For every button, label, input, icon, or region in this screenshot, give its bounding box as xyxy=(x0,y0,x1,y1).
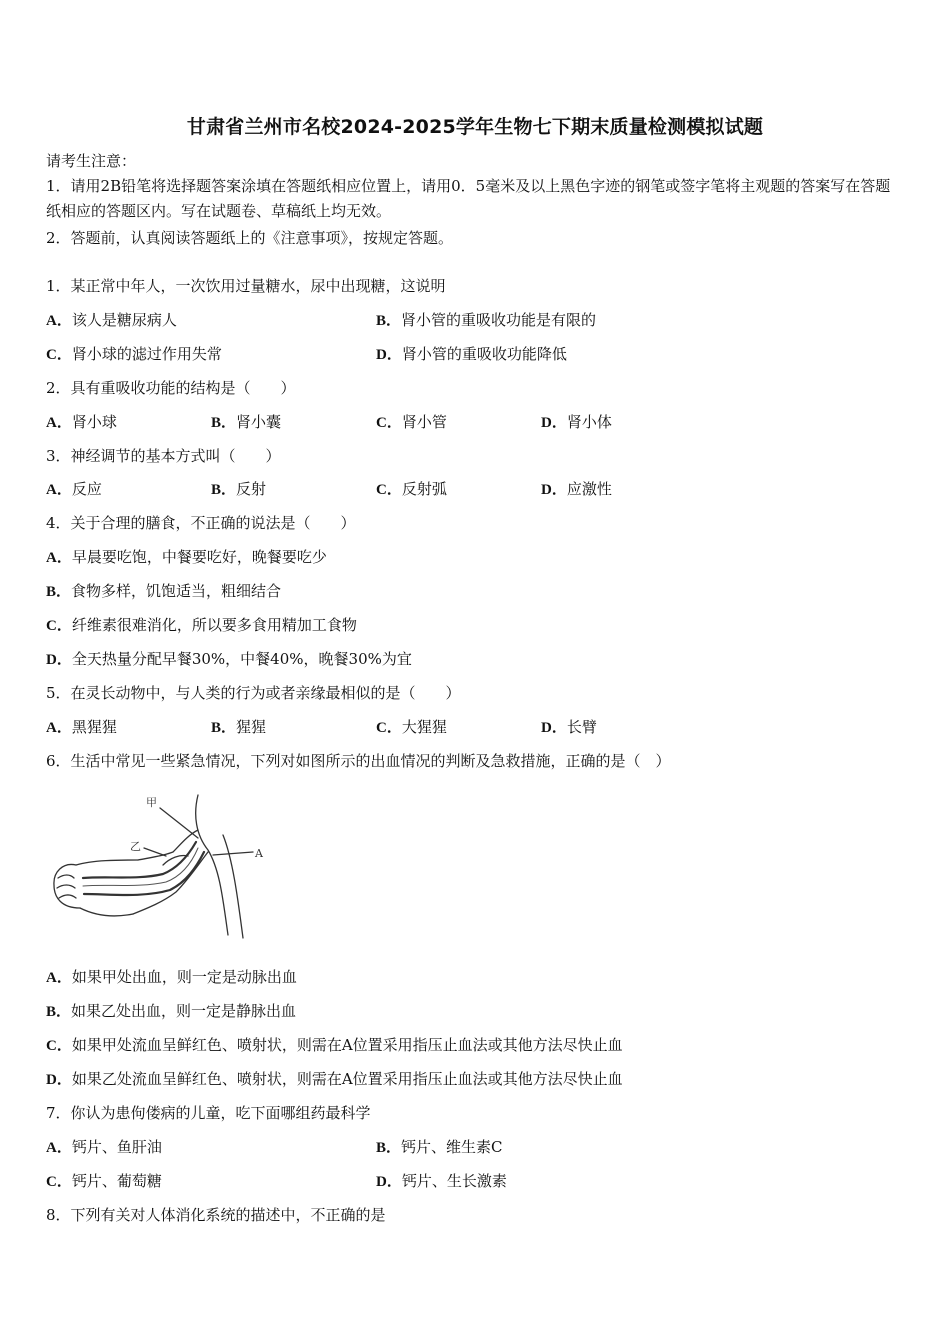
question-6-stem: 6．生活中常见一些紧急情况，下列对如图所示的出血情况的判断及急救措施，正确的是（ ） xyxy=(46,752,671,770)
question-1-stem: 1．某正常中年人，一次饮用过量糖水，尿中出现糖，这说明 xyxy=(46,277,446,295)
notice-item-2: 2．答题前，认真阅读答题纸上的《注意事项》，按规定答题。 xyxy=(46,229,454,247)
arm-bleeding-diagram xyxy=(48,790,268,940)
figure-label-a: A xyxy=(255,847,263,860)
q4-option-b[interactable]: B．食物多样，饥饱适当，粗细结合 xyxy=(46,582,282,600)
q2-option-d[interactable]: D．肾小体 xyxy=(541,413,612,431)
q7-option-a[interactable]: A．钙片、鱼肝油 xyxy=(46,1138,162,1156)
notice-heading: 请考生注意： xyxy=(46,152,137,170)
q5-option-a[interactable]: A．黑猩猩 xyxy=(46,718,117,736)
q1-option-a[interactable]: A．该人是糖尿病人 xyxy=(46,311,177,329)
question-8-stem: 8．下列有关对人体消化系统的描述中，不正确的是 xyxy=(46,1206,386,1224)
q6-option-c[interactable]: C．如果甲处流血呈鲜红色、喷射状，则需在A位置采用指压止血法或其他方法尽快止血 xyxy=(46,1036,623,1054)
q5-option-d[interactable]: D．长臂 xyxy=(541,718,597,736)
q2-option-c[interactable]: C．肾小管 xyxy=(376,413,447,431)
q4-option-a[interactable]: A．早晨要吃饱，中餐要吃好，晚餐要吃少 xyxy=(46,548,327,566)
question-3-stem: 3．神经调节的基本方式叫（ ） xyxy=(46,447,281,465)
page-title: 甘肃省兰州市名校2024-2025学年生物七下期末质量检测模拟试题 xyxy=(186,116,764,138)
q6-option-b[interactable]: B．如果乙处出血，则一定是静脉出血 xyxy=(46,1002,297,1020)
q7-option-c[interactable]: C．钙片、葡萄糖 xyxy=(46,1172,162,1190)
figure-label-jia: 甲 xyxy=(146,796,157,809)
q3-option-c[interactable]: C．反射弧 xyxy=(376,480,447,498)
q7-option-b[interactable]: B．钙片、维生素C xyxy=(376,1138,503,1156)
question-2-stem: 2．具有重吸收功能的结构是（ ） xyxy=(46,379,296,397)
q3-option-d[interactable]: D．应激性 xyxy=(541,480,612,498)
q4-option-d[interactable]: D．全天热量分配早餐30%，中餐40%，晚餐30%为宜 xyxy=(46,650,412,668)
q2-option-b[interactable]: B．肾小囊 xyxy=(211,413,282,431)
q6-option-a[interactable]: A．如果甲处出血，则一定是动脉出血 xyxy=(46,968,297,986)
q5-option-c[interactable]: C．大猩猩 xyxy=(376,718,447,736)
q3-option-a[interactable]: A．反应 xyxy=(46,480,102,498)
q7-option-d[interactable]: D．钙片、生长激素 xyxy=(376,1172,507,1190)
q1-option-b[interactable]: B．肾小管的重吸收功能是有限的 xyxy=(376,311,597,329)
q4-option-c[interactable]: C．纤维素很难消化，所以要多食用精加工食物 xyxy=(46,616,357,634)
question-7-stem: 7．你认为患佝偻病的儿童，吃下面哪组药最科学 xyxy=(46,1104,371,1122)
q1-option-c[interactable]: C．肾小球的滤过作用失常 xyxy=(46,345,222,363)
notice-item-1: 1．请用2B铅笔将选择题答案涂填在答题纸相应位置上，请用0．5毫米及以上黑色字迹的钢笔或签字笔将主观题的答案写在答题纸相应的答题区内。写在试题卷、草稿纸上均无效。 xyxy=(46,177,891,220)
q3-option-b[interactable]: B．反射 xyxy=(211,480,267,498)
figure-label-yi: 乙 xyxy=(130,840,141,853)
q1-option-d[interactable]: D．肾小管的重吸收功能降低 xyxy=(376,345,567,363)
question-4-stem: 4．关于合理的膳食，不正确的说法是（ ） xyxy=(46,514,356,532)
q5-option-b[interactable]: B．猩猩 xyxy=(211,718,267,736)
q6-option-d[interactable]: D．如果乙处流血呈鲜红色、喷射状，则需在A位置采用指压止血法或其他方法尽快止血 xyxy=(46,1070,623,1088)
q2-option-a[interactable]: A．肾小球 xyxy=(46,413,117,431)
question-5-stem: 5．在灵长动物中，与人类的行为或者亲缘最相似的是（ ） xyxy=(46,684,461,702)
